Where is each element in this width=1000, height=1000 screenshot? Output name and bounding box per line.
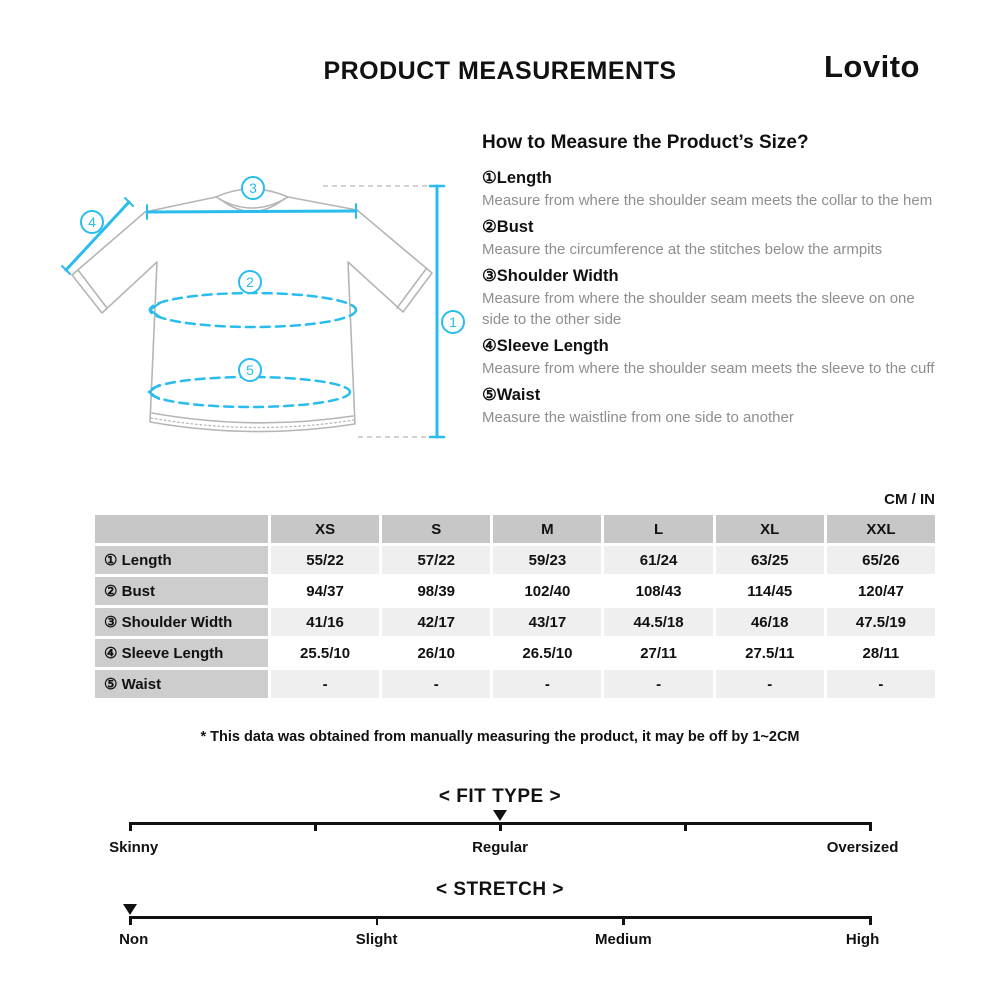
measurement-value: 44.5/18: [604, 608, 712, 636]
how-to-heading: How to Measure the Product’s Size?: [482, 132, 809, 153]
measurement-value: 55/22: [271, 546, 379, 574]
measurement-value: -: [271, 670, 379, 698]
stretch-labels: [119, 931, 880, 951]
fit-type-label: Regular: [472, 839, 528, 856]
measurement-value: 63/25: [716, 546, 824, 574]
how-to-item: [482, 335, 940, 379]
row-label-waist: ⑤ Waist: [95, 670, 268, 698]
row-label-sleeve-length: ④ Sleeve Length: [95, 639, 268, 667]
badge-bust: [239, 271, 261, 293]
stretch-label: Non: [119, 931, 149, 948]
tshirt-measurement-diagram: [40, 150, 510, 480]
measurement-value: 108/43: [604, 577, 712, 605]
measurement-value: 120/47: [827, 577, 935, 605]
fit-type-label: Oversized: [826, 839, 899, 856]
size-col-header: XL: [716, 515, 824, 543]
how-to-item-label: ③Shoulder Width: [482, 267, 619, 285]
tick: [314, 822, 317, 831]
unit-label: CM / IN: [884, 491, 935, 508]
fit-type-marker: [493, 810, 507, 821]
how-to-item-label: ①Length: [482, 169, 552, 187]
how-to-item-desc: Measure from where the shoulder seam meets the collar to the hem: [482, 192, 933, 209]
stretch-label: Slight: [355, 931, 398, 948]
page-title: PRODUCT MEASUREMENTS: [323, 57, 677, 85]
stretch-axis: [130, 916, 870, 919]
badge-waist: [239, 359, 261, 381]
measurement-value: 42/17: [382, 608, 490, 636]
tick: [622, 916, 625, 925]
measurement-value: 27/11: [604, 639, 712, 667]
tick: [499, 822, 502, 831]
svg-text:2: 2: [246, 274, 254, 290]
svg-text:3: 3: [249, 180, 257, 196]
measurement-value: 102/40: [493, 577, 601, 605]
size-col-header: L: [604, 515, 712, 543]
stretch-marker: [123, 904, 137, 915]
measurement-value: 57/22: [382, 546, 490, 574]
measurement-value: 28/11: [827, 639, 935, 667]
measurement-value: -: [493, 670, 601, 698]
measurement-value: 47.5/19: [827, 608, 935, 636]
tick: [869, 822, 872, 831]
tick: [129, 822, 132, 831]
fit-type-title: < FIT TYPE >: [438, 786, 562, 807]
fit-type-label: Skinny: [109, 839, 159, 856]
tick: [129, 916, 132, 925]
row-label-bust: ② Bust: [95, 577, 268, 605]
how-to-item-label: ④Sleeve Length: [482, 337, 609, 355]
how-to-item: [482, 216, 940, 260]
measurement-value: 59/23: [493, 546, 601, 574]
tick: [684, 822, 687, 831]
stretch-title: < STRETCH >: [436, 879, 564, 900]
how-to-item-desc: Measure the waistline from one side to another: [482, 409, 794, 426]
size-col-header: S: [382, 515, 490, 543]
size-col-header: M: [493, 515, 601, 543]
row-label-length: ① Length: [95, 546, 268, 574]
row-label-shoulder-width: ③ Shoulder Width: [95, 608, 268, 636]
svg-text:4: 4: [88, 214, 96, 230]
measurement-value: 65/26: [827, 546, 935, 574]
measurement-value: 41/16: [271, 608, 379, 636]
how-to-item: [482, 384, 940, 428]
badge-length: [442, 311, 464, 333]
fit-type-labels: [109, 839, 899, 859]
measurement-value: 114/45: [716, 577, 824, 605]
how-to-item-label: ⑤Waist: [482, 386, 541, 404]
measurement-value: 98/39: [382, 577, 490, 605]
measurement-value: 46/18: [716, 608, 824, 636]
measurement-value: -: [827, 670, 935, 698]
measurement-value: 61/24: [604, 546, 712, 574]
measurement-value: 26.5/10: [493, 639, 601, 667]
svg-text:1: 1: [449, 314, 457, 330]
tshirt-outline: [72, 189, 432, 432]
size-col-header: XXL: [827, 515, 935, 543]
measurement-value: 25.5/10: [271, 639, 379, 667]
badge-shoulder-width: [242, 177, 264, 199]
measurement-value: -: [382, 670, 490, 698]
badge-sleeve-length: [81, 211, 103, 233]
tick: [869, 916, 872, 925]
measurement-value: 43/17: [493, 608, 601, 636]
measurement-value: -: [604, 670, 712, 698]
how-to-item-label: ②Bust: [482, 218, 534, 236]
stretch-label: Medium: [595, 931, 652, 948]
stretch-label: High: [845, 931, 880, 948]
measurement-value: -: [716, 670, 824, 698]
table-corner-cell: [95, 515, 268, 543]
measurement-value: 26/10: [382, 639, 490, 667]
measurement-value: 27.5/11: [716, 639, 824, 667]
how-to-item-desc: Measure from where the shoulder seam meets the sleeve to the cuff: [482, 360, 935, 377]
brand-logo: Lovito: [824, 49, 920, 84]
how-to-measure-section: [482, 132, 940, 428]
tick: [376, 916, 379, 925]
size-col-header: XS: [271, 515, 379, 543]
size-table: [95, 515, 935, 698]
measurement-value: 94/37: [271, 577, 379, 605]
how-to-item: [482, 265, 940, 330]
how-to-item-desc: Measure the circumference at the stitches below the armpits: [482, 241, 883, 258]
how-to-item: [482, 167, 940, 211]
measurement-disclaimer: * This data was obtained from manually measuring the product, it may be off by 1~2CM: [200, 729, 800, 745]
how-to-item-desc: Measure from where the shoulder seam meets the sleeve on one side to the other side: [482, 290, 915, 328]
svg-text:5: 5: [246, 362, 254, 378]
